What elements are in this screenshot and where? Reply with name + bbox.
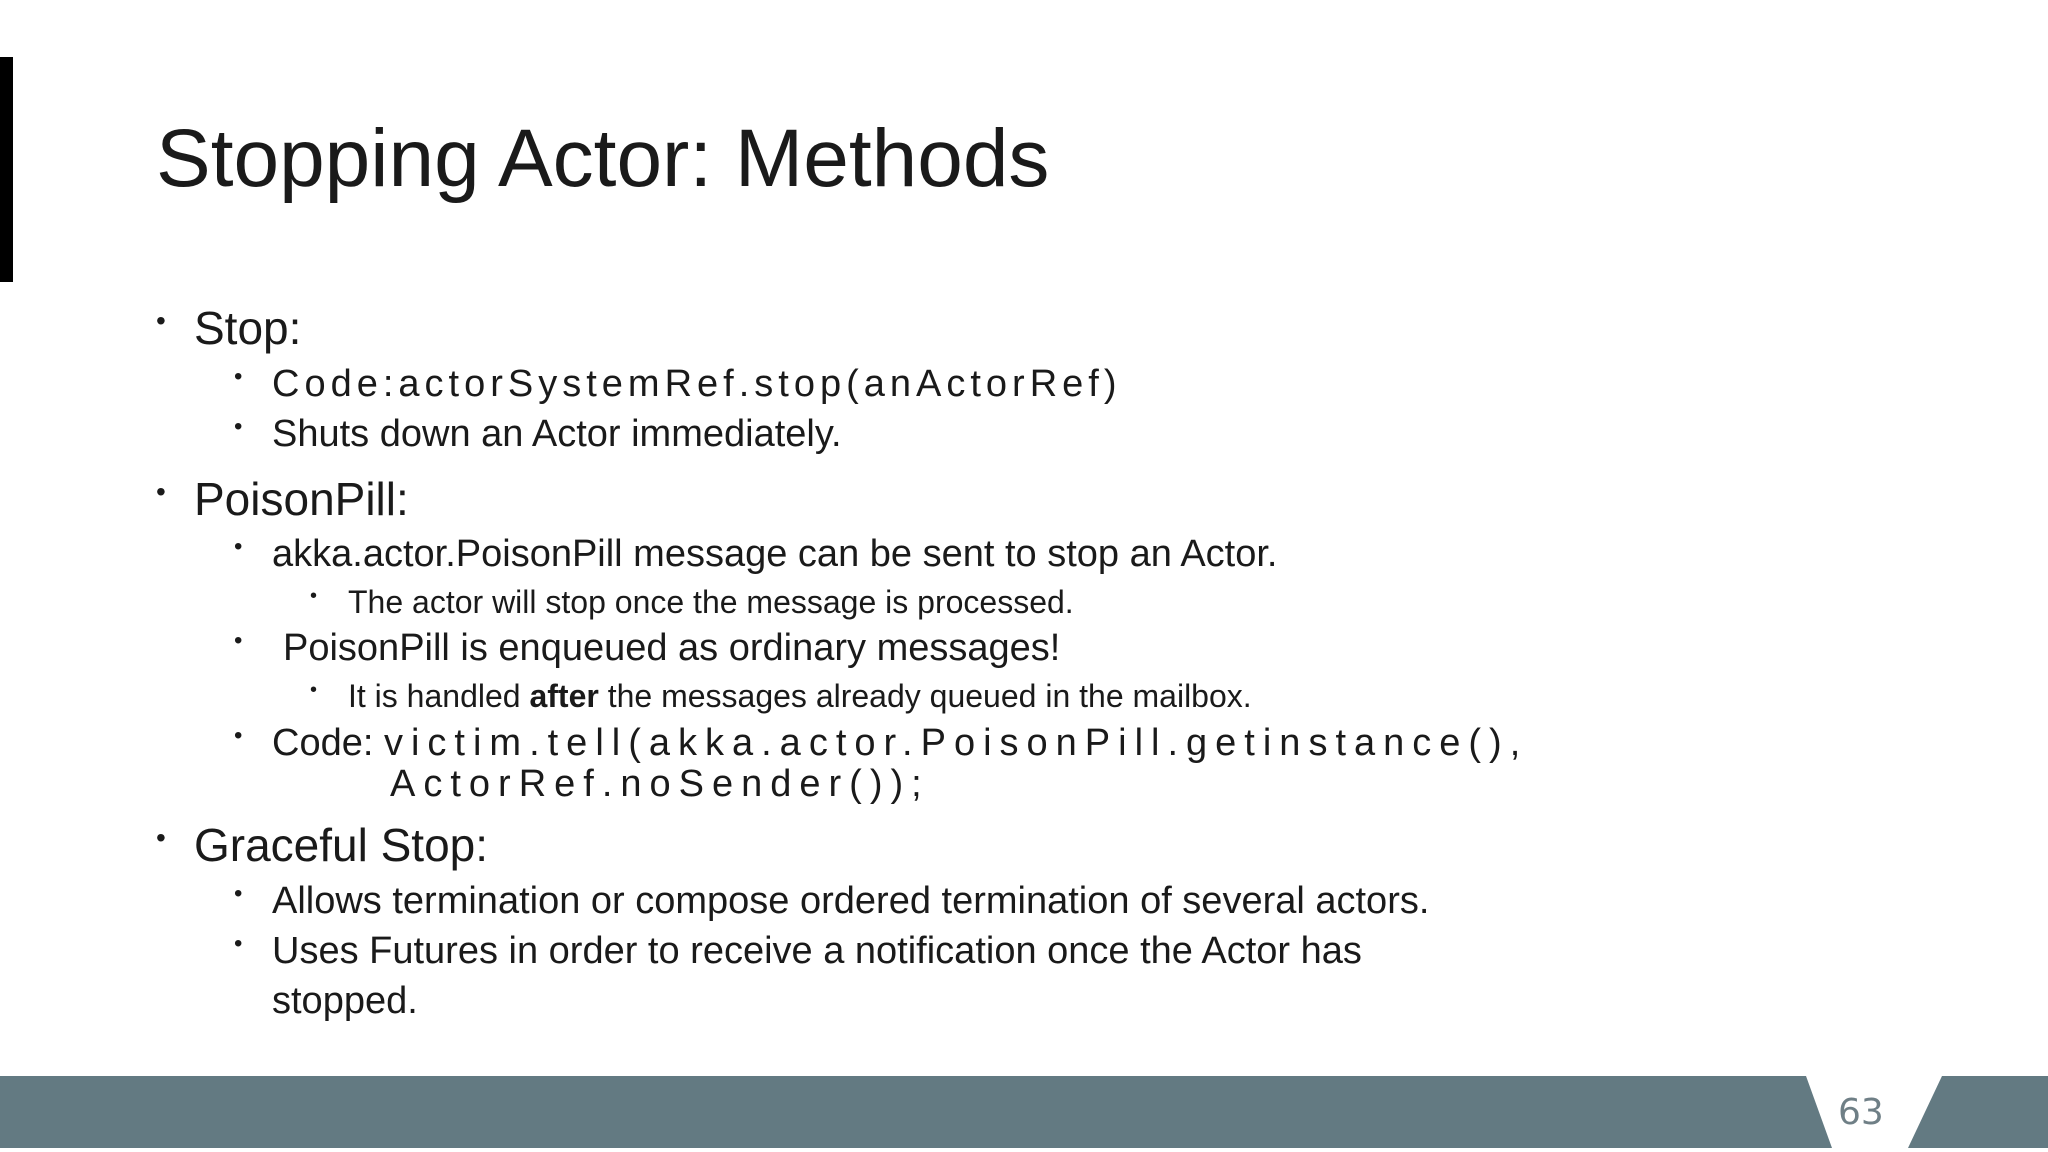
- footer-bar: [0, 1076, 2048, 1148]
- bullet-icon: •: [156, 305, 166, 336]
- poisonpill-code-part2: ActorRef.noSender());: [390, 763, 930, 805]
- bullet-icon: •: [234, 533, 243, 560]
- poisonpill-enqueued: PoisonPill is enqueued as ordinary messages!: [283, 627, 1061, 669]
- bullet-icon: •: [310, 679, 318, 701]
- bullet-icon: •: [156, 822, 166, 853]
- graceful-line1-item: [234, 880, 1430, 922]
- bullet-poisonpill: [156, 473, 409, 525]
- poisonpill-code-item: [234, 722, 1529, 764]
- poisonpill-code-part1: victim.tell(akka.actor.PoisonPill.getinstance(),: [383, 722, 1529, 764]
- poisonpill-handled-bold: after: [529, 678, 599, 714]
- page-number: 63: [1838, 1092, 1884, 1133]
- footer-band-left: [0, 1076, 1832, 1148]
- poisonpill-handled-prefix: It is handled: [348, 678, 530, 714]
- stop-desc: Shuts down an Actor immediately.: [272, 413, 842, 455]
- footer-band-right: [1908, 1076, 2048, 1148]
- graceful-line2b: stopped.: [272, 980, 418, 1022]
- bullet-icon: •: [234, 722, 243, 749]
- bullet-stop: [156, 302, 302, 354]
- poisonpill-message-sub-item: [310, 584, 1074, 620]
- bullet-icon: •: [310, 585, 318, 607]
- poisonpill-handled-suffix: the messages already queued in the mailbox.: [598, 678, 1252, 714]
- poisonpill-handled-item: [310, 678, 1252, 714]
- bullet-icon: •: [156, 476, 166, 507]
- poisonpill-code-continuation: [390, 765, 930, 803]
- poisonpill-heading: PoisonPill:: [194, 473, 409, 525]
- bullet-icon: •: [234, 627, 243, 654]
- graceful-line2-continuation: [272, 982, 418, 1020]
- graceful-line2a: Uses Futures in order to receive a notification once the Actor has: [272, 930, 1362, 972]
- poisonpill-message-item: [234, 533, 1278, 575]
- title-accent-bar: [0, 57, 13, 282]
- stop-code: Code:actorSystemRef.stop(anActorRef): [272, 363, 1122, 405]
- graceful-line1: Allows termination or compose ordered termination of several actors.: [272, 880, 1430, 922]
- poisonpill-message: akka.actor.PoisonPill message can be sent to stop an Actor.: [272, 533, 1278, 575]
- stop-heading: Stop:: [194, 302, 302, 354]
- bullet-icon: •: [234, 930, 243, 957]
- stop-code-item: [234, 363, 1122, 405]
- graceful-line2-item: [234, 930, 1362, 972]
- bullet-icon: •: [234, 880, 243, 907]
- bullet-graceful-stop: [156, 819, 489, 871]
- graceful-stop-heading: Graceful Stop:: [194, 819, 489, 871]
- stop-desc-item: [234, 413, 842, 455]
- poisonpill-enqueued-item: [234, 627, 1061, 669]
- poisonpill-message-sub: The actor will stop once the message is processed.: [348, 584, 1074, 620]
- bullet-icon: •: [234, 413, 243, 440]
- slide-title: Stopping Actor: Methods: [156, 113, 1050, 204]
- poisonpill-code-label: Code:: [272, 722, 384, 764]
- bullet-icon: •: [234, 363, 243, 390]
